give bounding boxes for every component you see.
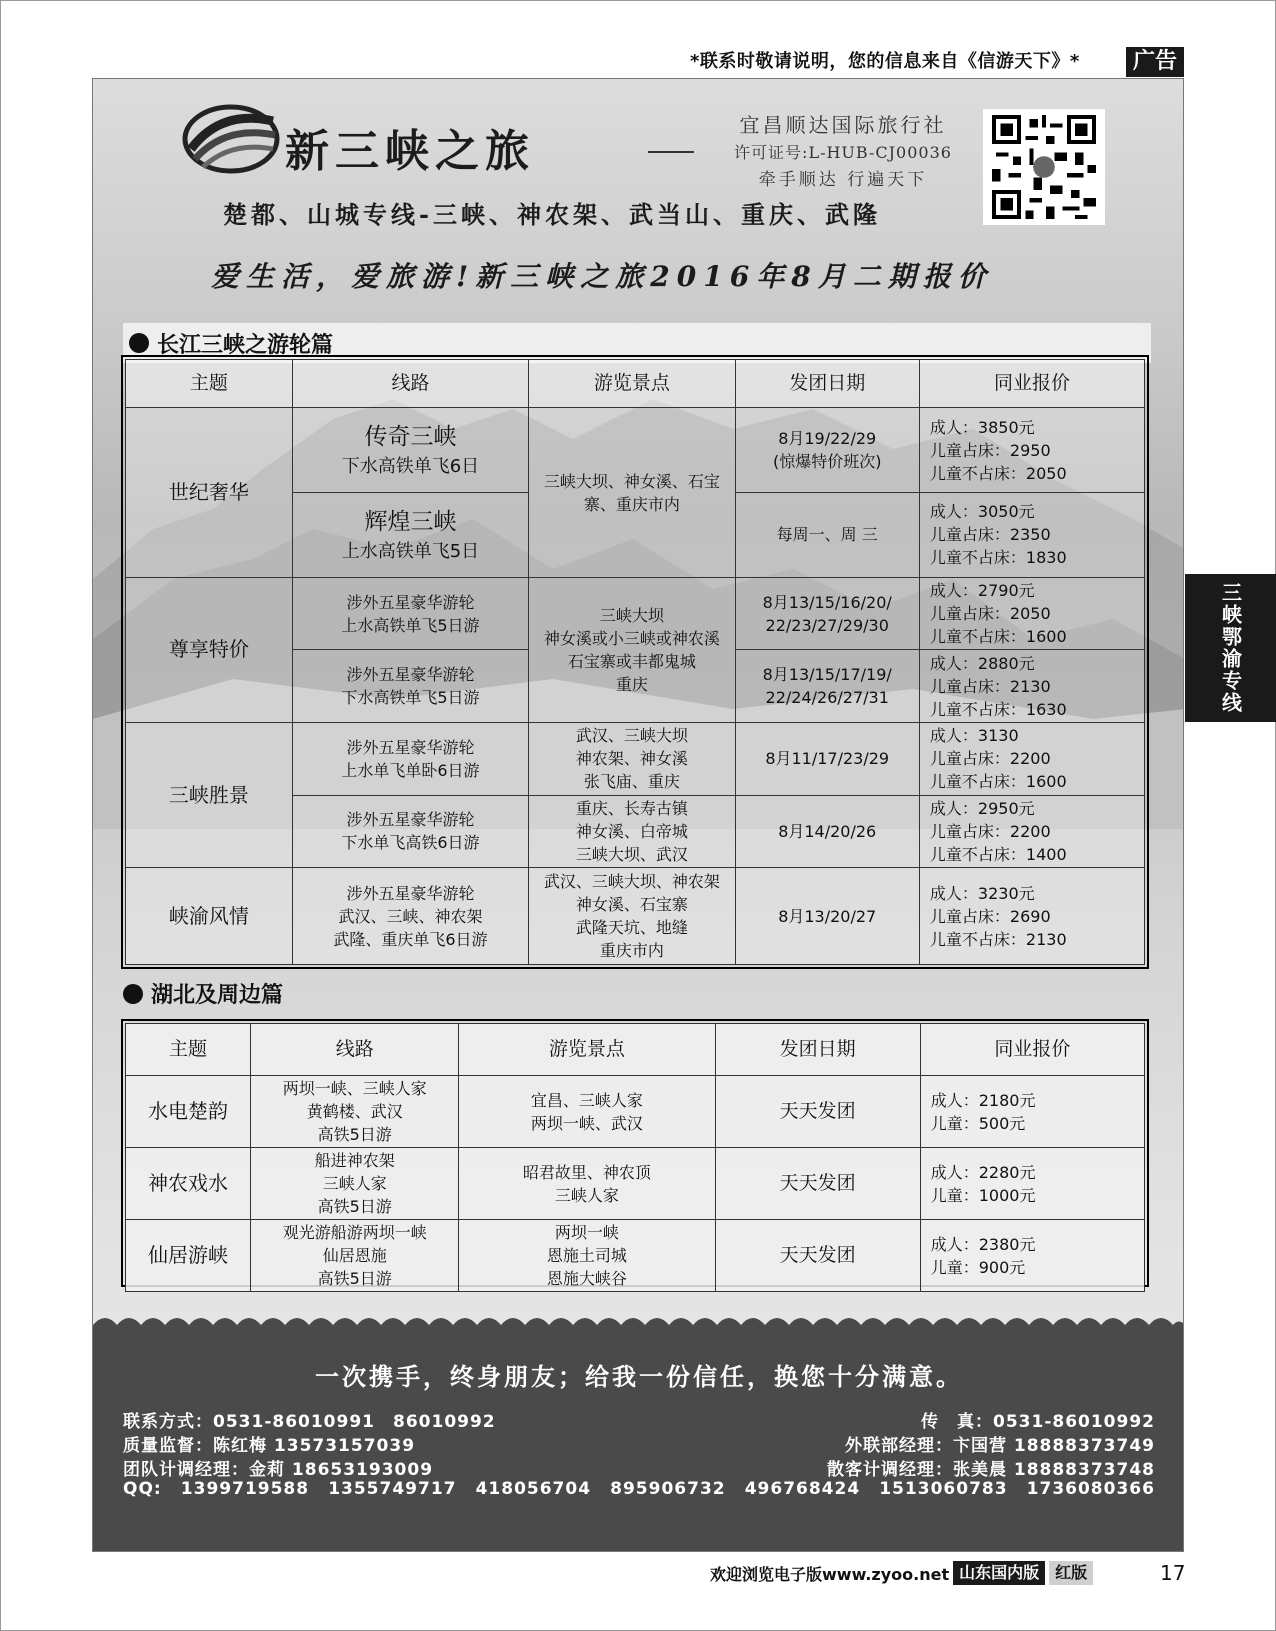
agency-name: 宜昌顺达国际旅行社: [739, 113, 947, 137]
price-adult: 成人：3050元: [929, 502, 1035, 522]
route-line: 两坝一峡、三峡人家: [282, 1079, 427, 1098]
foreign-manager: 外联部经理：卞国营 18888373749: [844, 1436, 1155, 1456]
sights-cell: [529, 795, 735, 868]
date-cell: 8月13/20/27: [735, 868, 919, 965]
header-note: *联系时敬请说明，您的信息来自《信游天下》*: [690, 51, 1080, 72]
header-route: 线路: [292, 360, 529, 408]
route-cell: [292, 493, 529, 578]
scallop-border: [93, 1311, 1184, 1339]
price-adult: 成人：2880元: [929, 653, 1035, 673]
sight-line: 神女溪或小三峡或神农溪: [543, 628, 720, 648]
price-cell: [919, 650, 1144, 723]
sight-line: 两坝一峡: [554, 1223, 619, 1242]
sight-line: 张飞庙、重庆: [583, 772, 680, 792]
team-manager: 团队计调经理：金莉 18653193009: [123, 1460, 434, 1480]
route-title: 辉煌三峡: [364, 508, 457, 535]
date-line: 22/24/26/27/31: [765, 688, 889, 708]
qq-number: 418056704: [475, 1479, 592, 1499]
date-line: 8月13/15/16/20/: [762, 592, 892, 612]
header-theme: 主题: [126, 360, 293, 408]
price-child: 儿童：1000元: [930, 1185, 1036, 1205]
page-number: 17: [1160, 1561, 1186, 1585]
bottom-bar: [710, 1560, 1093, 1586]
route-cell: [251, 1220, 459, 1292]
route-line: 高铁5日游: [317, 1269, 392, 1288]
header-price: 同业报价: [920, 1024, 1144, 1076]
date-note: (惊爆特价班次): [772, 452, 882, 472]
header-date: 发团日期: [715, 1024, 920, 1076]
color-badge: 红版: [1049, 1561, 1093, 1585]
qq-number: 496768424: [744, 1479, 861, 1499]
price-cell: [919, 577, 1144, 650]
individual-manager: 散客计调经理：张美晨 18888373748: [826, 1460, 1155, 1480]
qq-number: 1399719588: [180, 1479, 310, 1499]
route-line: 涉外五星豪华游轮: [346, 883, 475, 903]
price-child-nobed: 儿童不占床：1630: [929, 699, 1067, 719]
price-cell: [920, 1220, 1144, 1292]
header-sights: 游览景点: [459, 1024, 715, 1076]
ad-tag: 广告: [1126, 47, 1184, 77]
price-child-nobed: 儿童不占床：1600: [929, 627, 1067, 647]
table-row: [126, 722, 1145, 795]
sight-line: 武汉、三峡大坝: [575, 726, 688, 746]
sight-line: 三峡人家: [554, 1185, 619, 1205]
qq-row: [123, 1479, 1155, 1499]
route-line: 下水高铁单飞5日游: [341, 688, 480, 708]
route-cell: [292, 722, 529, 795]
theme-cell: 三峡胜景: [126, 722, 293, 867]
sight-line: 重庆、长寿古镇: [575, 798, 688, 818]
price-child-bed: 儿童占床：2130: [929, 676, 1051, 696]
price-cell: [920, 1148, 1144, 1220]
sight-line: 神女溪、石宝寨: [575, 895, 688, 915]
price-child: 儿童：900元: [930, 1257, 1026, 1277]
ad-panel: [92, 78, 1184, 1552]
section2-heading: [123, 978, 283, 1009]
footer-motto: 一次携手，终身朋友；给我一份信任，换您十分满意。: [315, 1363, 963, 1391]
theme-cell: 水电楚韵: [126, 1076, 251, 1148]
sights-cell: [459, 1220, 715, 1292]
sight-line: 两坝一峡、武汉: [530, 1113, 643, 1133]
route-cell: [292, 868, 529, 965]
sight-line: 重庆: [615, 674, 648, 694]
route-line: 船进神农架: [314, 1151, 395, 1170]
route-line: 高铁5日游: [317, 1197, 392, 1216]
slogan: 爱生活，爱旅游!新三峡之旅2016年8月二期报价: [211, 260, 993, 293]
price-child: 儿童：500元: [930, 1113, 1026, 1133]
price-cell: [920, 1076, 1144, 1148]
price-child-nobed: 儿童不占床：1830: [929, 548, 1067, 568]
price-child-nobed: 儿童不占床：1600: [929, 772, 1067, 792]
price-child-nobed: 儿童不占床：1400: [929, 844, 1067, 864]
date-line: 22/23/27/29/30: [765, 615, 889, 635]
hubei-table-frame: [121, 1019, 1149, 1287]
date-line: 8月19/22/29: [778, 429, 877, 449]
route-line: 涉外五星豪华游轮: [346, 737, 475, 757]
sight-line: 三峡大坝、武汉: [575, 844, 688, 864]
table-row: [126, 577, 1145, 650]
route-line: 上水高铁单飞5日游: [341, 615, 480, 635]
price-cell: [919, 493, 1144, 578]
route-line: 高铁5日游: [317, 1125, 392, 1144]
sights-cell: [529, 868, 735, 965]
price-cell: [919, 868, 1144, 965]
header-sights: 游览景点: [529, 360, 735, 408]
sight-line: 武隆天坑、地缝: [575, 918, 688, 938]
route-line: 仙居恩施: [322, 1246, 387, 1265]
brand-name: 新三峡之旅: [285, 126, 535, 177]
sights-cell: [529, 577, 735, 722]
price-adult: 成人：3230元: [929, 883, 1035, 903]
route-cell: [292, 577, 529, 650]
price-child-bed: 儿童占床：2350: [929, 525, 1051, 545]
table-row: [126, 868, 1145, 965]
price-cell: [919, 795, 1144, 868]
qr-code[interactable]: [983, 109, 1105, 225]
price-child-nobed: 儿童不占床：2130: [929, 929, 1067, 949]
bullet-icon: [129, 333, 149, 353]
cruise-table-frame: [121, 355, 1149, 969]
sight-line: 重庆市内: [599, 941, 664, 961]
price-child-bed: 儿童占床：2050: [929, 604, 1051, 624]
route-line: 涉外五星豪华游轮: [346, 665, 475, 685]
table-row: [126, 1076, 1145, 1148]
qq-number: 1736080366: [1026, 1479, 1155, 1499]
route-line: 三峡人家: [322, 1174, 387, 1193]
routes-banner: 楚都、山城专线-三峡、神农架、武当山、重庆、武隆: [223, 200, 881, 229]
sights-cell: [459, 1076, 715, 1148]
agency-block: [713, 109, 973, 190]
date-cell: 每周一、周 三: [735, 493, 919, 578]
license-number: 许可证号:L-HUB-CJ00036: [734, 143, 952, 162]
price-adult: 成人：2950元: [929, 798, 1035, 818]
brand-dash: [648, 151, 694, 153]
price-child-nobed: 儿童不占床：2050: [929, 463, 1067, 483]
sight-line: 恩施大峡谷: [546, 1269, 627, 1288]
route-line: 黄鹤楼、武汉: [306, 1102, 403, 1121]
date-cell: [735, 577, 919, 650]
date-cell: [735, 408, 919, 493]
sight-line: 石宝寨或丰都鬼城: [567, 651, 696, 671]
hubei-table: [125, 1023, 1145, 1292]
date-cell: 8月14/20/26: [735, 795, 919, 868]
sights-cell: [529, 722, 735, 795]
header-theme: 主题: [126, 1024, 251, 1076]
price-adult: 成人：2790元: [929, 581, 1035, 601]
theme-cell: 仙居游峡: [126, 1220, 251, 1292]
theme-cell: 峡渝风情: [126, 868, 293, 965]
qq-number: 1513060783: [879, 1479, 1008, 1499]
agency-motto: 牵手顺达 行遍天下: [758, 170, 928, 190]
route-cell: [292, 408, 529, 493]
route-cell: [292, 795, 529, 868]
qq-number: 1355749717: [328, 1479, 457, 1499]
table-header-row: [126, 360, 1145, 408]
contact-fax: 传 真：0531-86010992: [921, 1412, 1155, 1432]
sight-line: 武汉、三峡大坝、神农架: [543, 872, 720, 892]
table-row: [126, 408, 1145, 493]
contact-footer: [93, 1325, 1184, 1552]
date-cell: [735, 650, 919, 723]
website-text[interactable]: 欢迎浏览电子版www.zyoo.net: [710, 1564, 950, 1584]
sight-line: 昭君故里、神农顶: [522, 1162, 651, 1182]
contact-phone: 联系方式：0531-86010991 86010992: [123, 1412, 496, 1432]
price-adult: 成人：2280元: [930, 1162, 1036, 1182]
header-price: 同业报价: [919, 360, 1144, 408]
price-child-bed: 儿童占床：2950: [929, 440, 1051, 460]
route-line: 下水单飞高铁6日游: [341, 833, 480, 853]
route-line: 观光游船游两坝一峡: [282, 1223, 427, 1242]
qq-label: QQ:: [123, 1479, 162, 1499]
bullet-icon: [123, 984, 143, 1004]
qq-number: 895906732: [610, 1479, 726, 1499]
route-cell: [292, 650, 529, 723]
sight-line: 神女溪、白帝城: [575, 821, 688, 841]
sights-cell: [459, 1148, 715, 1220]
date-cell: 天天发团: [715, 1148, 920, 1220]
route-line: 武汉、三峡、神农架: [338, 906, 483, 926]
price-adult: 成人：3850元: [929, 417, 1035, 437]
brand-logo-icon: [181, 99, 281, 179]
price-child-bed: 儿童占床：2200: [929, 749, 1051, 769]
route-sub: 下水高铁单飞6日: [341, 456, 480, 478]
edition-badge: 山东国内版: [953, 1561, 1045, 1585]
theme-cell: 世纪奢华: [126, 408, 293, 577]
price-adult: 成人：2180元: [930, 1090, 1036, 1110]
date-cell: 天天发团: [715, 1220, 920, 1292]
route-line: 涉外五星豪华游轮: [346, 810, 475, 830]
route-sub: 上水高铁单飞5日: [341, 540, 480, 562]
date-cell: 8月11/17/23/29: [735, 722, 919, 795]
table-row: [126, 1148, 1145, 1220]
section1-title: 长江三峡之游轮篇: [157, 332, 334, 358]
quality-supervisor: 质量监督：陈红梅 13573157039: [123, 1436, 416, 1456]
qr-code-icon: [989, 115, 1099, 219]
section2-title: 湖北及周边篇: [151, 983, 284, 1008]
price-child-bed: 儿童占床：2200: [929, 821, 1051, 841]
table-header-row: [126, 1024, 1145, 1076]
price-adult: 成人：3130: [929, 726, 1019, 746]
price-child-bed: 儿童占床：2690: [929, 906, 1051, 926]
date-cell: 天天发团: [715, 1076, 920, 1148]
price-cell: [919, 722, 1144, 795]
header-date: 发团日期: [735, 360, 919, 408]
cruise-table: [125, 359, 1145, 965]
side-tab[interactable]: 三峡鄂渝专线: [1185, 574, 1276, 722]
sight-line: 三峡大坝: [599, 605, 664, 625]
sights-cell: 三峡大坝、神女溪、石宝寨、重庆市内: [529, 408, 735, 577]
theme-cell: 尊享特价: [126, 577, 293, 722]
route-cell: [251, 1148, 459, 1220]
route-line: 上水单飞单卧6日游: [341, 760, 480, 780]
date-line: 8月13/15/17/19/: [762, 665, 892, 685]
price-cell: [919, 408, 1144, 493]
table-row: [126, 1220, 1145, 1292]
sight-line: 神农架、神女溪: [575, 749, 688, 769]
price-adult: 成人：2380元: [930, 1234, 1036, 1254]
sight-line: 宜昌、三峡人家: [530, 1090, 643, 1110]
route-cell: [251, 1076, 459, 1148]
header-route: 线路: [251, 1024, 459, 1076]
route-title: 传奇三峡: [364, 424, 457, 451]
theme-cell: 神农戏水: [126, 1148, 251, 1220]
route-line: 涉外五星豪华游轮: [346, 592, 475, 612]
sight-line: 恩施土司城: [546, 1246, 627, 1265]
route-line: 武隆、重庆单飞6日游: [333, 929, 488, 949]
